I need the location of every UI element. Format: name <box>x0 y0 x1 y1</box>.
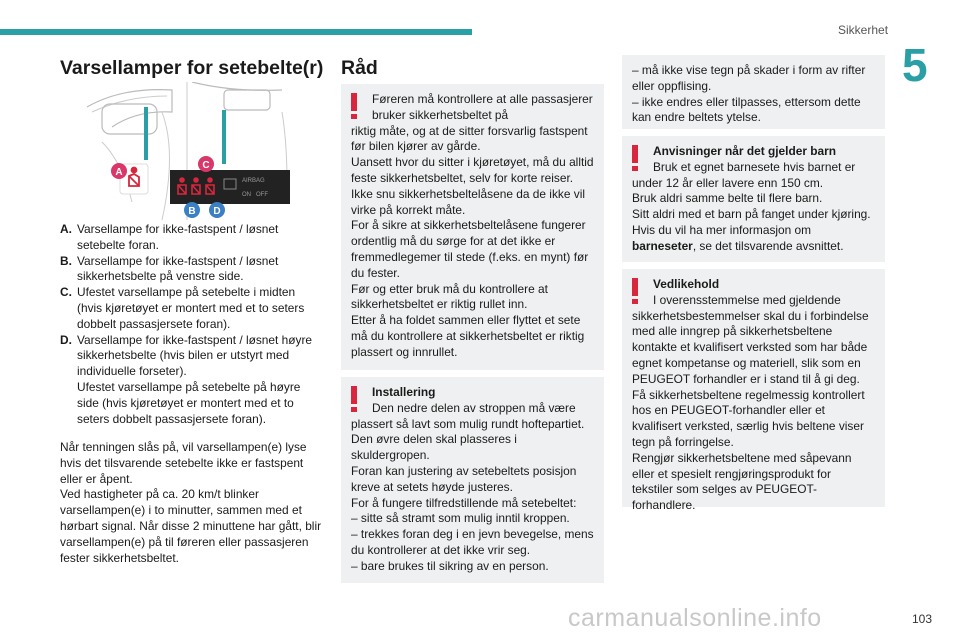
legend-item-d: D. Varsellampe for ikke-fastspent / løsnet høyre sikkerhetsbelte (hvis bilen er utstyrt med individuelle forseter). Ufestet varsellampe på setebelte på høyre side (hvis kjøretøyet er montert med et to seters dobbelt passasjersete foran). <box>60 332 313 426</box>
legend-item-b: B. Varsellampe for ikke-fastspent / løsnet sikkerhetsbelte på venstre side. <box>60 253 279 284</box>
warning-icon <box>632 145 638 171</box>
legend-item-a: A. Varsellampe for ikke-fastspent / løsnet setebelte foran. <box>60 222 279 252</box>
chapter-number: 5 <box>902 39 928 91</box>
advice-title: Råd <box>341 57 378 79</box>
advice-box-children: Anvisninger når det gjelder barn Bruk et egnet barnesete hvis barnet er under 12 år eller lavere enn 150 cm. Bruk aldri samme belte til flere barn. Sitt aldri med et barn på fanget under kjøring. Hvis du vil ha mer informasjon om barneseter, se det tilsvarende avsnittet. <box>622 136 885 262</box>
left-column <box>60 55 322 81</box>
warning-icon <box>632 278 638 304</box>
dashboard-illustration <box>82 82 297 220</box>
label-c: C <box>202 160 210 171</box>
label-d: D <box>213 206 221 217</box>
label-b: B <box>188 206 196 217</box>
advice-box-continued: – må ikke vise tegn på skader i form av rifter eller oppflising. – ikke endres eller tilpasses, ettersom dette kan endre beltets ytelse. <box>622 55 885 129</box>
header-accent-bar <box>0 29 472 35</box>
watermark: carmanualsonline.info <box>568 604 822 632</box>
page-number: 103 <box>912 612 933 626</box>
advice-box-maintenance: Vedlikehold I overensstemmelse med gjeldende sikkerhetsbestemmelser skal du i forbindelse med alle inngrep på sikkerhetsbeltene kontakte et kvalifisert verksted som har både egnet kompetanse og materiell, slik som en PEUGEOT forhandler er i stand til å gi deg. Få sikkerhetsbeltene regelmessig kontrollert hos en PEUGEOT-forhandler eller et kvalifisert verksted, særlig hvis beltene viser tegn på forringelse. Rengjør sikkerhetsbeltene med såpevann eller et spesielt rengjøringsprodukt for tekstiler som selges av PEUGEOT-forhandlere. <box>622 269 885 507</box>
airbag-onoff-label: ON OFF <box>242 192 268 198</box>
warning-icon <box>351 93 357 119</box>
children-more-info: Hvis du vil ha mer informasjon om barneseter, se det tilsvarende avsnittet. <box>632 222 844 253</box>
section-label: Sikkerhet <box>838 23 889 37</box>
airbag-label: AIRBAG <box>242 178 265 184</box>
warning-icon <box>351 386 357 412</box>
advice-box-general: Føreren må kontrollere at alle passasjerer bruker sikkerhetsbeltet på riktig måte, og at de sitter forsvarlig fastspent før bilen kjører av gårde. Uansett hvor du sitter i kjøretøyet, må du alltid feste sikkerhetsbeltet, selv for korte reiser. Ikke snu sikkerhetsbeltelåsene da de ikke vil virke på korrekt måte. For å sikre at sikkerhetsbeltelåsene fungerer ordentlig må du sørge for at det ikke er fremmedlegemer til stede (f.eks. en mynt) før du fester. Før og etter bruk må du kontrollere at sikkerhetsbeltet er riktig rullet inn. Etter å ha foldet sammen eller flyttet et sete må du kontrollere at sikkerhetsbeltet er riktig plassert og innrullet. <box>341 84 604 370</box>
advice-box-installation: Installering Den nedre delen av stroppen må være plassert så lavt som mulig rundt hoftepartiet. Den øvre delen skal plasseres i skuldergropen. Foran kan justering av setebeltets posisjon kreve at setets høyde justeres. For å fungere tilfredstillende må setebeltet: – sitte så stramt som mulig inntil kroppen. – trekkes foran deg i en jevn bevegelse, mens du kontrollerer at det ikke vrir seg. – bare brukes til sikring av en person. <box>341 377 604 583</box>
warning-lamp-paragraph: Når tenningen slås på, vil varsellampen(e) lyse hvis det tilsvarende setebelte ikke er fastspent eller er åpent. Ved hastigheter på ca. 20 km/t blinker varsellampen(e) i to minutter, sammen med et hørbart signal. Når disse 2 minuttene har gått, blir varsellampen(e) på til føreren eller passasjeren fester sikkerhetsbeltet. <box>60 440 322 565</box>
left-title: Varsellamper for setebelte(r) <box>60 57 324 79</box>
legend-list <box>60 222 322 427</box>
legend-item-c: C. Ufestet varsellampe på setebelte i midten (hvis kjøretøyet er montert med et to seters dobbelt passasjersete foran). <box>60 285 305 331</box>
label-a: A <box>115 167 123 178</box>
